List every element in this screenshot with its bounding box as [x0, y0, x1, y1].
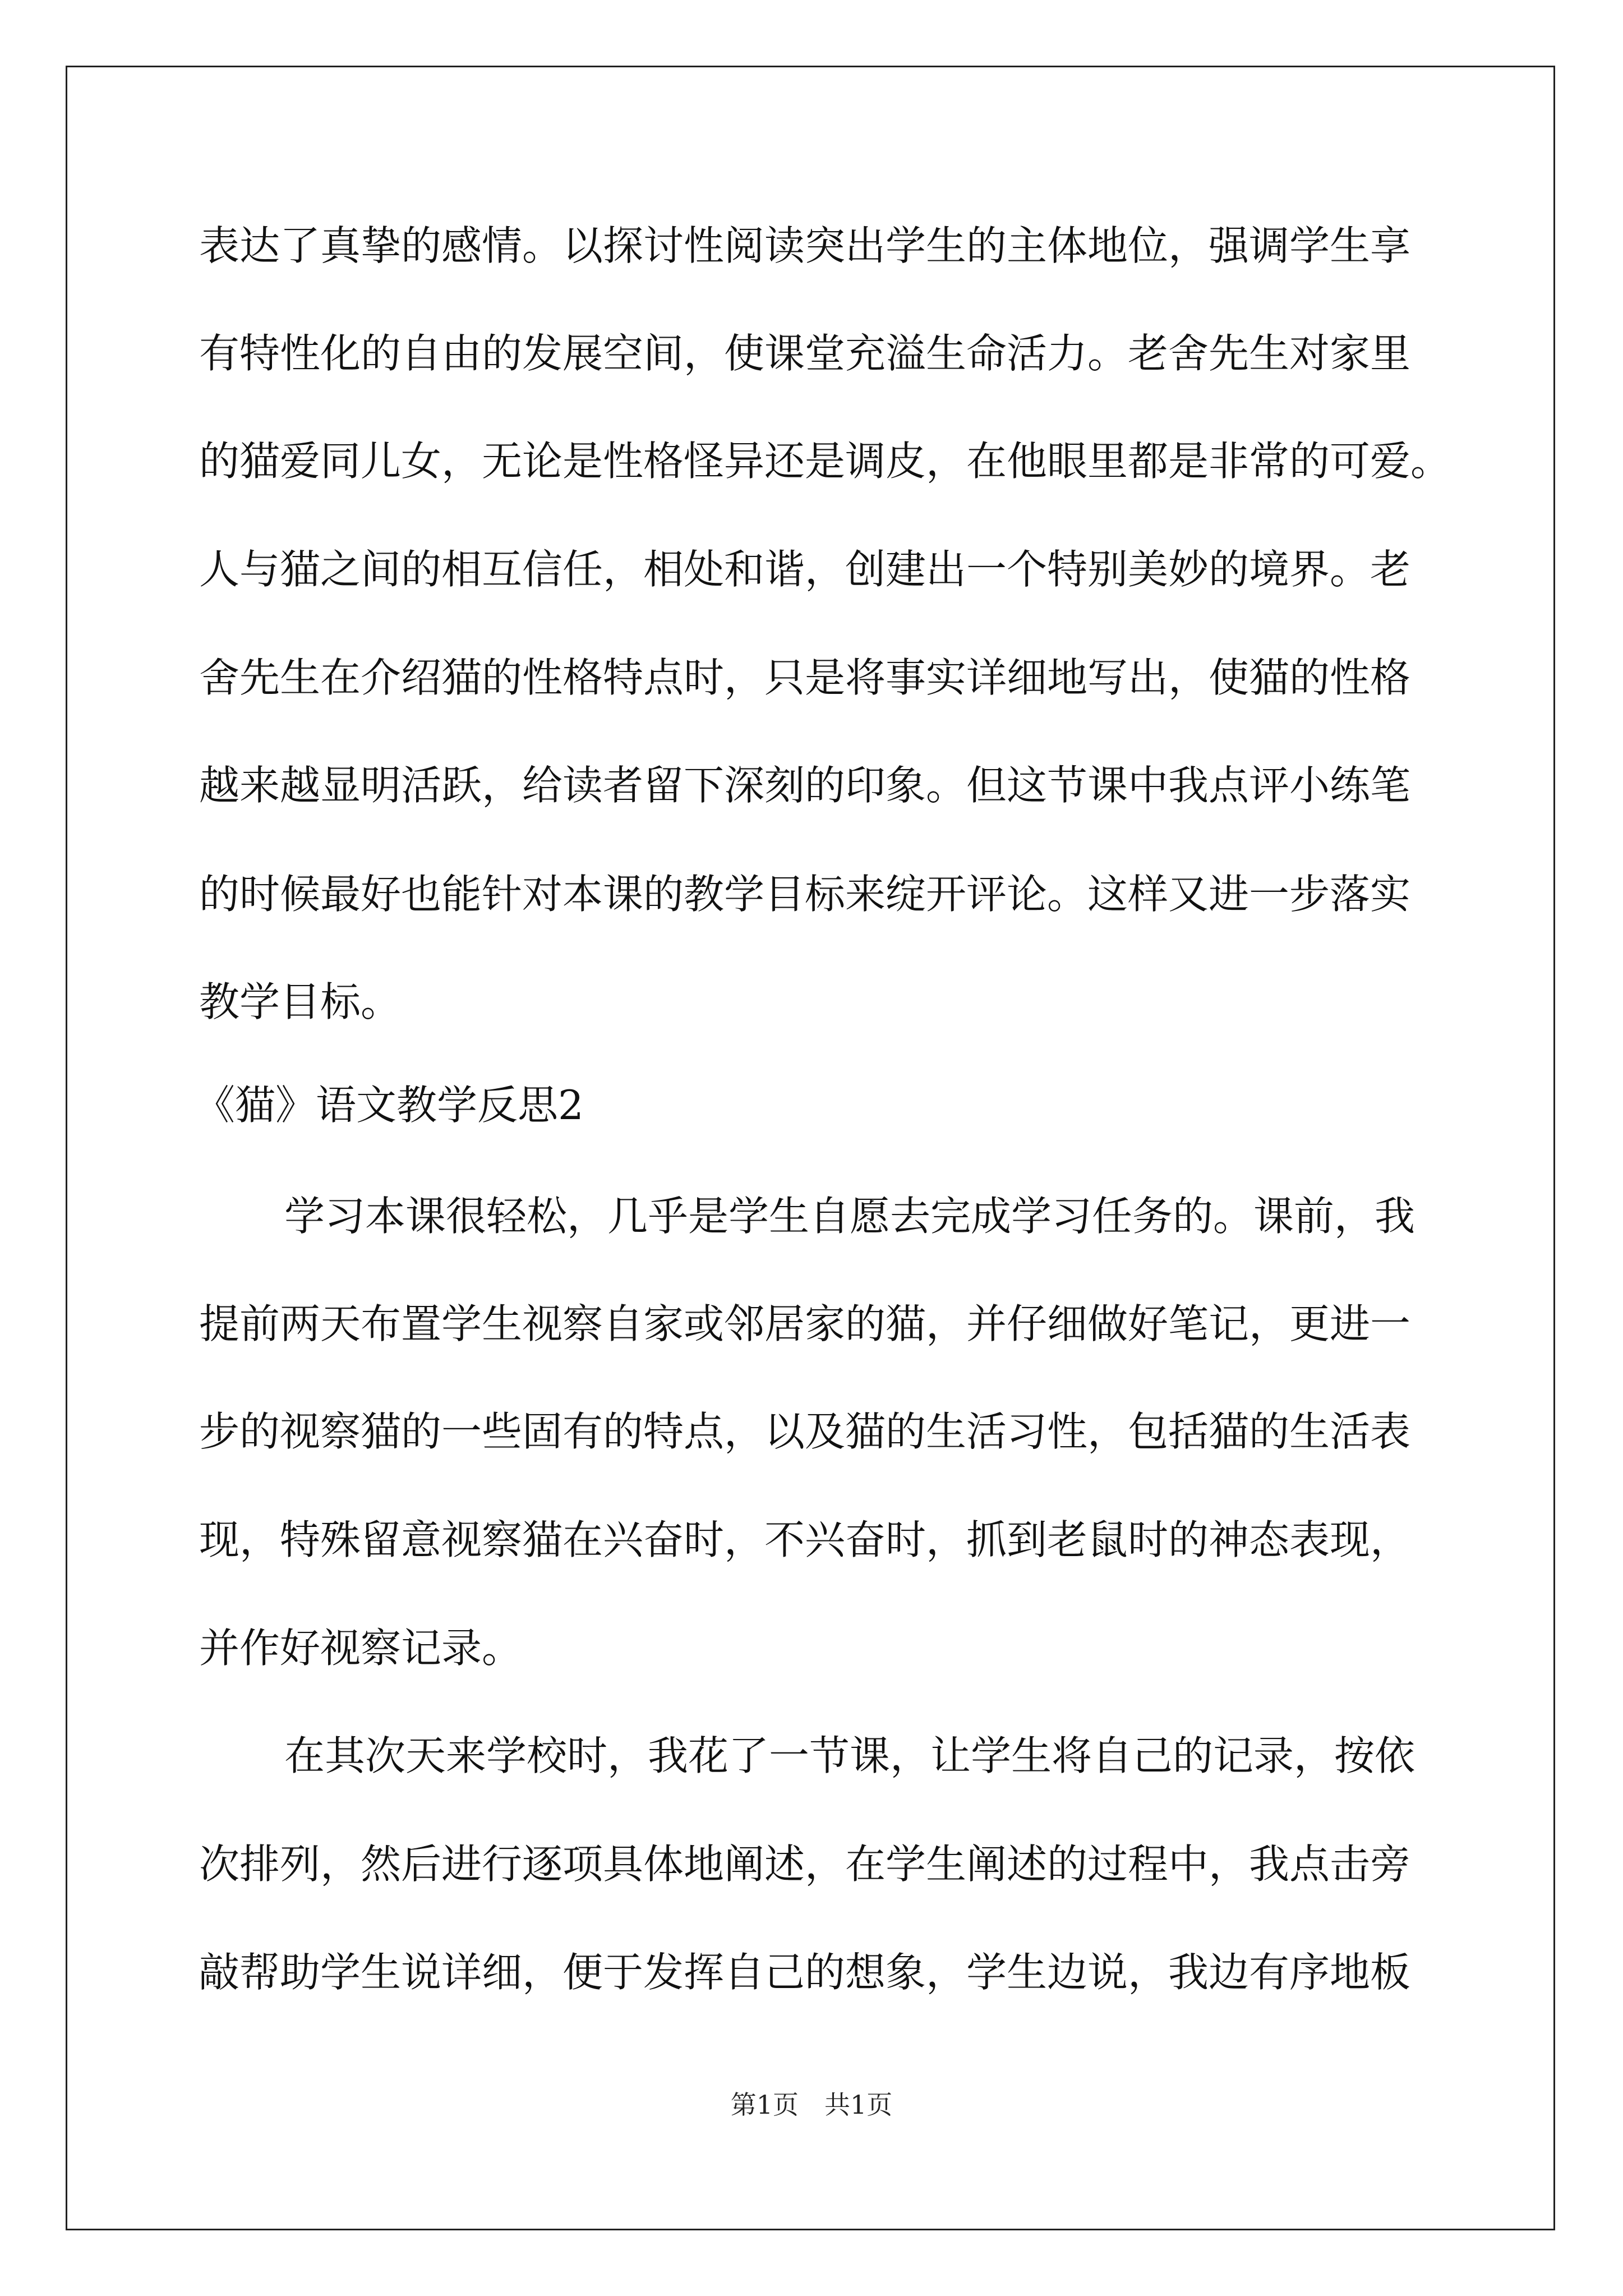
paragraph-line: 舍先生在介绍猫的性格特点时，只是将事实详细地写出，使猫的性格	[199, 654, 1411, 701]
page-border	[66, 66, 1555, 2230]
paragraph-line: 敲帮助学生说详细，便于发挥自己的想象，学生边说，我边有序地板	[199, 1949, 1411, 1996]
paragraph-line: 有特性化的自由的发展空间，使课堂充溢生命活力。老舍先生对家里	[199, 330, 1411, 377]
paragraph-line: 越来越显明活跃，给读者留下深刻的印象。但这节课中我点评小练笔	[199, 762, 1411, 809]
paragraph-line: 的时候最好也能针对本课的教学目标来绽开评论。这样又进一步落实	[199, 871, 1411, 918]
paragraph-line: 次排列，然后进行逐项具体地阐述，在学生阐述的过程中，我点击旁	[199, 1841, 1411, 1888]
paragraph-line: 并作好视察记录。	[199, 1625, 523, 1672]
paragraph-line: 学习本课很轻松，几乎是学生自愿去完成学习任务的。课前，我	[284, 1193, 1415, 1240]
paragraph-line: 教学目标。	[199, 978, 402, 1025]
paragraph-line: 步的视察猫的一些固有的特点，以及猫的生活习性，包括猫的生活表	[199, 1408, 1411, 1455]
paragraph-line: 提前两天布置学生视察自家或邻居家的猫，并仔细做好笔记，更进一	[199, 1300, 1411, 1347]
paragraph-line: 表达了真挚的感情。以探讨性阅读突出学生的主体地位，强调学生享	[199, 222, 1411, 269]
paragraph-line: 人与猫之间的相互信任，相处和谐，创建出一个特别美妙的境界。老	[199, 546, 1411, 593]
paragraph-line: 的猫爱同儿女，无论是性格怪异还是调皮，在他眼里都是非常的可爱。	[199, 438, 1451, 485]
paragraph-line: 在其次天来学校时，我花了一节课，让学生将自己的记录，按依	[284, 1732, 1415, 1779]
section-heading: 《猫》语文教学反思2	[195, 1082, 584, 1129]
paragraph-line: 现，特殊留意视察猫在兴奋时，不兴奋时，抓到老鼠时的神态表现，	[199, 1516, 1411, 1563]
page-footer: 第1页 共1页	[730, 2090, 893, 2120]
